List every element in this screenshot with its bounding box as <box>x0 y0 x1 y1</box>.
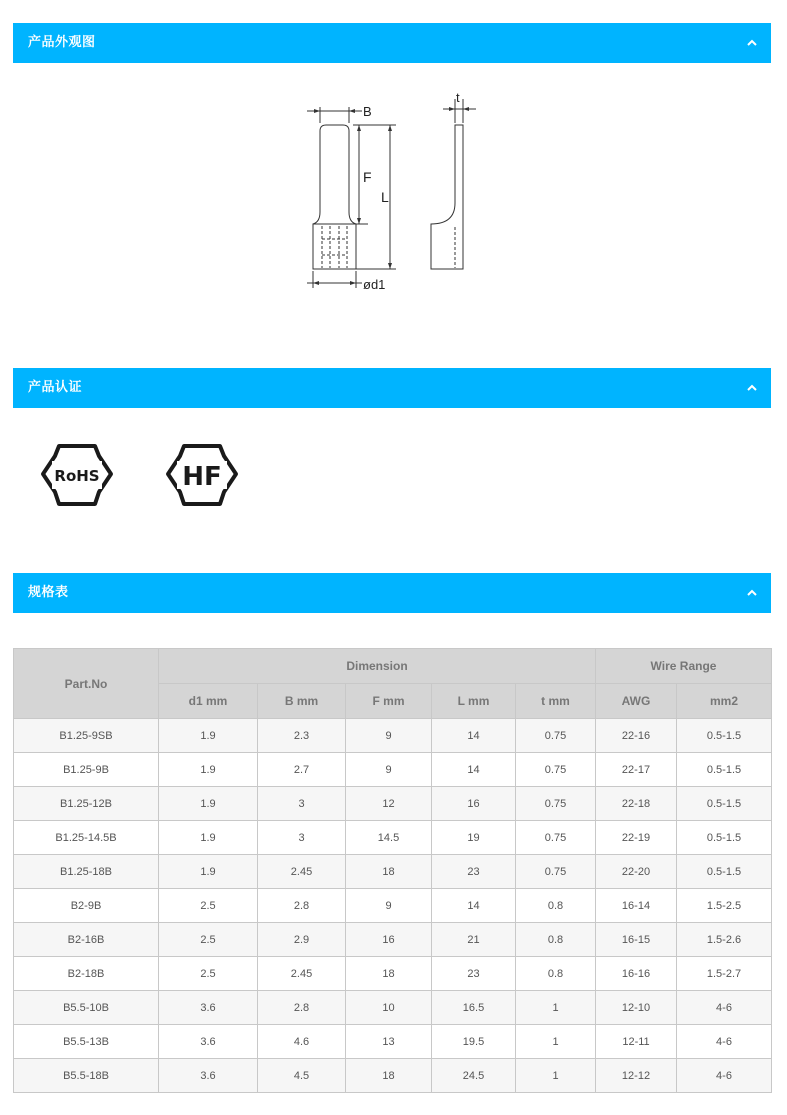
cell-b: 2.8 <box>258 889 346 923</box>
cell-awg: 12-10 <box>596 991 677 1025</box>
label-d1: ød1 <box>363 277 386 292</box>
cell-f: 10 <box>346 991 432 1025</box>
cell-awg: 22-19 <box>596 821 677 855</box>
cell-d1: 3.6 <box>159 1025 258 1059</box>
cell-t: 1 <box>516 1059 596 1093</box>
col-header-dimension: Dimension <box>159 649 596 684</box>
cell-d1: 1.9 <box>159 719 258 753</box>
cell-mm2: 0.5-1.5 <box>677 719 772 753</box>
side-view-outline <box>431 125 463 269</box>
cell-f: 9 <box>346 719 432 753</box>
table-row <box>14 1059 772 1093</box>
cell-part-no: B2-18B <box>14 957 159 991</box>
table-row <box>14 991 772 1025</box>
cell-awg: 16-14 <box>596 889 677 923</box>
cell-awg: 16-16 <box>596 957 677 991</box>
col-header-wire-range: Wire Range <box>596 649 772 684</box>
cell-part-no: B2-9B <box>14 889 159 923</box>
cell-t: 0.8 <box>516 923 596 957</box>
cell-l: 16.5 <box>432 991 516 1025</box>
cell-part-no: B5.5-18B <box>14 1059 159 1093</box>
cell-d1: 2.5 <box>159 923 258 957</box>
cell-b: 4.6 <box>258 1025 346 1059</box>
cell-awg: 22-20 <box>596 855 677 889</box>
table-row <box>14 787 772 821</box>
cell-part-no: B1.25-18B <box>14 855 159 889</box>
cell-l: 24.5 <box>432 1059 516 1093</box>
col-header-b: B mm <box>258 684 346 719</box>
label-t: t <box>456 90 460 105</box>
cell-t: 0.8 <box>516 957 596 991</box>
cell-l: 21 <box>432 923 516 957</box>
cell-awg: 16-15 <box>596 923 677 957</box>
cell-f: 18 <box>346 855 432 889</box>
col-header-part-no: Part.No <box>14 649 159 719</box>
cell-d1: 1.9 <box>159 821 258 855</box>
spec-table <box>13 648 772 1093</box>
cell-l: 14 <box>432 889 516 923</box>
col-header-mm2: mm2 <box>677 684 772 719</box>
cell-f: 9 <box>346 889 432 923</box>
cell-d1: 3.6 <box>159 991 258 1025</box>
cell-mm2: 0.5-1.5 <box>677 753 772 787</box>
cell-l: 19.5 <box>432 1025 516 1059</box>
appearance-section-header[interactable] <box>13 23 771 63</box>
cell-mm2: 0.5-1.5 <box>677 787 772 821</box>
chevron-up-icon[interactable] <box>745 381 759 395</box>
cell-f: 18 <box>346 957 432 991</box>
cell-part-no: B1.25-12B <box>14 787 159 821</box>
cell-awg: 12-11 <box>596 1025 677 1059</box>
cell-t: 1 <box>516 1025 596 1059</box>
cell-t: 0.75 <box>516 855 596 889</box>
cell-d1: 1.9 <box>159 753 258 787</box>
cell-part-no: B5.5-13B <box>14 1025 159 1059</box>
cell-part-no: B1.25-9SB <box>14 719 159 753</box>
label-f: F <box>363 169 372 185</box>
rohs-logo <box>37 444 117 508</box>
certification-section-title: 产品认证 <box>28 380 83 395</box>
cell-f: 16 <box>346 923 432 957</box>
col-header-f: F mm <box>346 684 432 719</box>
table-row <box>14 719 772 753</box>
cell-l: 14 <box>432 753 516 787</box>
col-header-d1: d1 mm <box>159 684 258 719</box>
appearance-section-title: 产品外观图 <box>28 35 96 50</box>
chevron-up-icon[interactable] <box>745 36 759 50</box>
table-row <box>14 923 772 957</box>
spec-section-header[interactable] <box>13 573 771 613</box>
cell-mm2: 4-6 <box>677 991 772 1025</box>
cell-mm2: 1.5-2.7 <box>677 957 772 991</box>
cell-t: 0.75 <box>516 753 596 787</box>
cell-f: 12 <box>346 787 432 821</box>
cell-l: 16 <box>432 787 516 821</box>
cell-d1: 2.5 <box>159 957 258 991</box>
cell-t: 0.75 <box>516 821 596 855</box>
cell-part-no: B1.25-9B <box>14 753 159 787</box>
chevron-up-icon[interactable] <box>745 586 759 600</box>
cell-b: 2.9 <box>258 923 346 957</box>
cell-l: 23 <box>432 957 516 991</box>
cell-b: 3 <box>258 787 346 821</box>
cell-t: 0.8 <box>516 889 596 923</box>
col-header-awg: AWG <box>596 684 677 719</box>
cell-b: 2.45 <box>258 957 346 991</box>
cell-t: 1 <box>516 991 596 1025</box>
table-row <box>14 1025 772 1059</box>
spec-table-body <box>14 719 772 1093</box>
col-header-t: t mm <box>516 684 596 719</box>
cell-mm2: 1.5-2.5 <box>677 889 772 923</box>
cell-d1: 2.5 <box>159 889 258 923</box>
table-row <box>14 821 772 855</box>
cell-f: 18 <box>346 1059 432 1093</box>
cell-mm2: 1.5-2.6 <box>677 923 772 957</box>
cell-d1: 1.9 <box>159 855 258 889</box>
table-row <box>14 957 772 991</box>
cell-d1: 3.6 <box>159 1059 258 1093</box>
cell-mm2: 0.5-1.5 <box>677 821 772 855</box>
spec-section-title: 规格表 <box>28 585 69 600</box>
cell-l: 19 <box>432 821 516 855</box>
cell-d1: 1.9 <box>159 787 258 821</box>
rohs-text: RoHS <box>54 467 100 485</box>
label-l: L <box>381 189 389 205</box>
cell-b: 2.7 <box>258 753 346 787</box>
hf-text: HF <box>182 462 222 492</box>
barrel-outline <box>313 224 356 269</box>
blade-outline <box>320 125 349 212</box>
cell-f: 14.5 <box>346 821 432 855</box>
table-row <box>14 855 772 889</box>
cell-b: 3 <box>258 821 346 855</box>
cell-mm2: 4-6 <box>677 1059 772 1093</box>
cell-f: 9 <box>346 753 432 787</box>
product-diagram <box>13 63 771 368</box>
cell-awg: 22-17 <box>596 753 677 787</box>
table-row <box>14 889 772 923</box>
table-row <box>14 753 772 787</box>
col-header-l: L mm <box>432 684 516 719</box>
cell-f: 13 <box>346 1025 432 1059</box>
cell-part-no: B5.5-10B <box>14 991 159 1025</box>
cell-b: 2.45 <box>258 855 346 889</box>
cell-mm2: 4-6 <box>677 1025 772 1059</box>
cell-part-no: B1.25-14.5B <box>14 821 159 855</box>
terminal-drawing <box>13 63 771 368</box>
cell-l: 14 <box>432 719 516 753</box>
certification-section-header[interactable] <box>13 368 771 408</box>
cell-awg: 12-12 <box>596 1059 677 1093</box>
cell-mm2: 0.5-1.5 <box>677 855 772 889</box>
cell-b: 4.5 <box>258 1059 346 1093</box>
cell-b: 2.3 <box>258 719 346 753</box>
cell-t: 0.75 <box>516 787 596 821</box>
cell-t: 0.75 <box>516 719 596 753</box>
cell-awg: 22-16 <box>596 719 677 753</box>
hf-logo <box>162 444 242 508</box>
cell-awg: 22-18 <box>596 787 677 821</box>
cell-part-no: B2-16B <box>14 923 159 957</box>
cell-b: 2.8 <box>258 991 346 1025</box>
label-b: B <box>363 104 372 119</box>
cell-l: 23 <box>432 855 516 889</box>
